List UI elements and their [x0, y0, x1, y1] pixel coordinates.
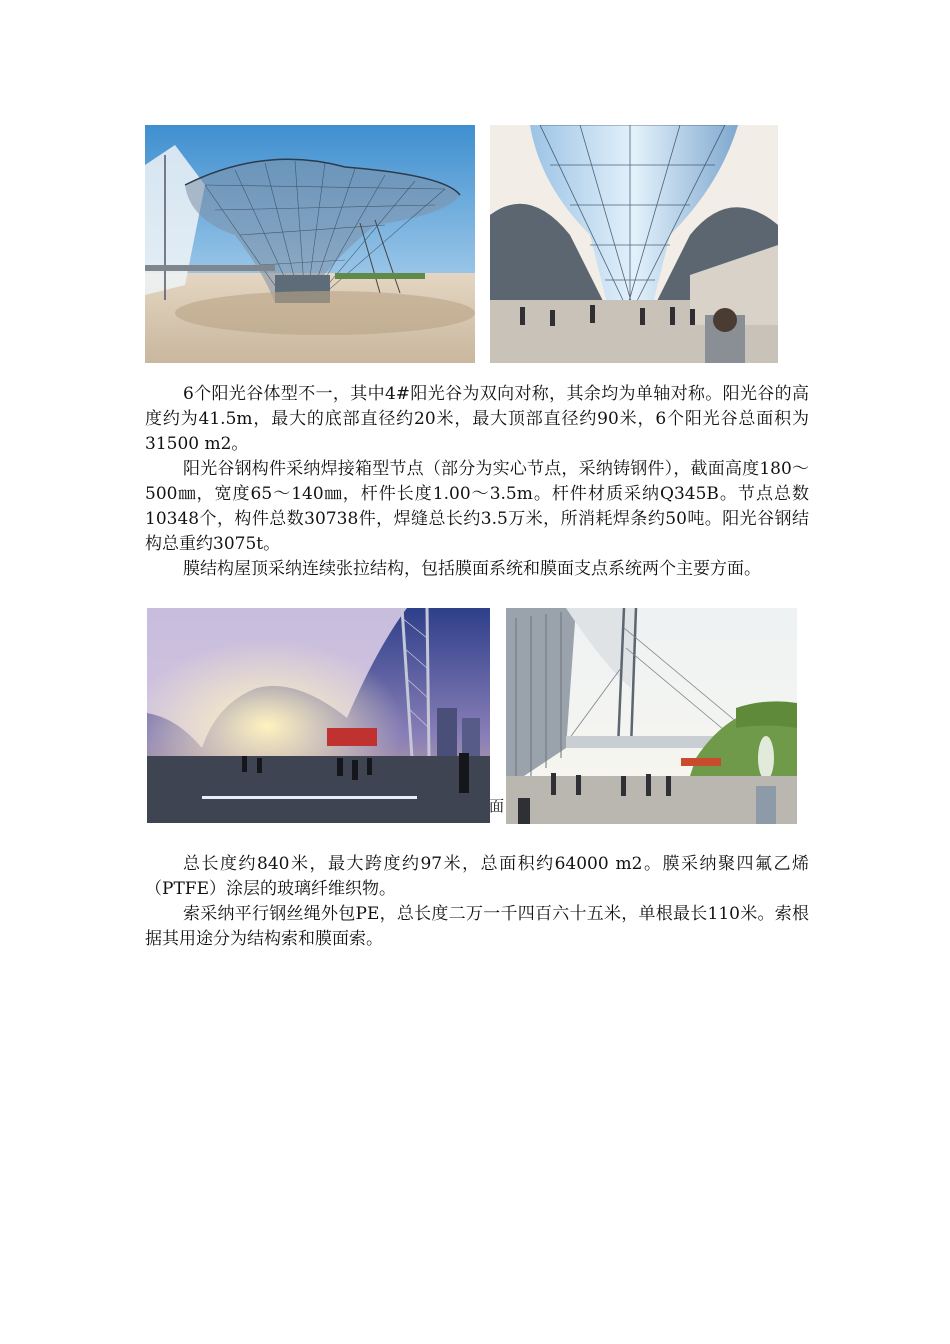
paragraph-cables: 索采纳平行钢丝绳外包PE，总长度二万一千四百六十五米，单根最长110米。索根据其用途分为结构索和膜面索。: [145, 904, 809, 949]
sun-valley-exterior-image: [145, 125, 475, 363]
membrane-roof-day-image: [506, 608, 797, 824]
membrane-roof-night-image: [147, 608, 490, 823]
paragraph-sun-valley-steel: 阳光谷钢构件采纳焊接箱型节点（部分为实心节点，采纳铸钢件），截面高度180～500㎜，宽度65～140㎜，杆件长度1.00～3.5m。杆件材质采纳Q345B。节点总数10348个，构件总数30738件，焊缝总长约3.5万米，所消耗焊条约50吨。阳光谷钢结构总重约3075t。: [145, 459, 809, 554]
paragraph-sun-valley-shape: 6个阳光谷体型不一，其中4#阳光谷为双向对称，其余均为单轴对称。阳光谷的高度约为41.5m，最大的底部直径约20米，最大顶部直径约90米，6个阳光谷总面积为31500 m2。: [145, 384, 809, 454]
stray-caption-fragment: 面: [489, 797, 505, 815]
paragraph-membrane-roof: 膜结构屋顶采纳连续张拉结构，包括膜面系统和膜面支点系统两个主要方面。: [183, 559, 761, 579]
sun-valley-interior-image: [490, 125, 778, 363]
paragraph-membrane-size: 总长度约840米，最大跨度约97米，总面积约64000 m2。膜采纳聚四氟乙烯（PTFE）涂层的玻璃纤维织物。: [145, 854, 809, 899]
